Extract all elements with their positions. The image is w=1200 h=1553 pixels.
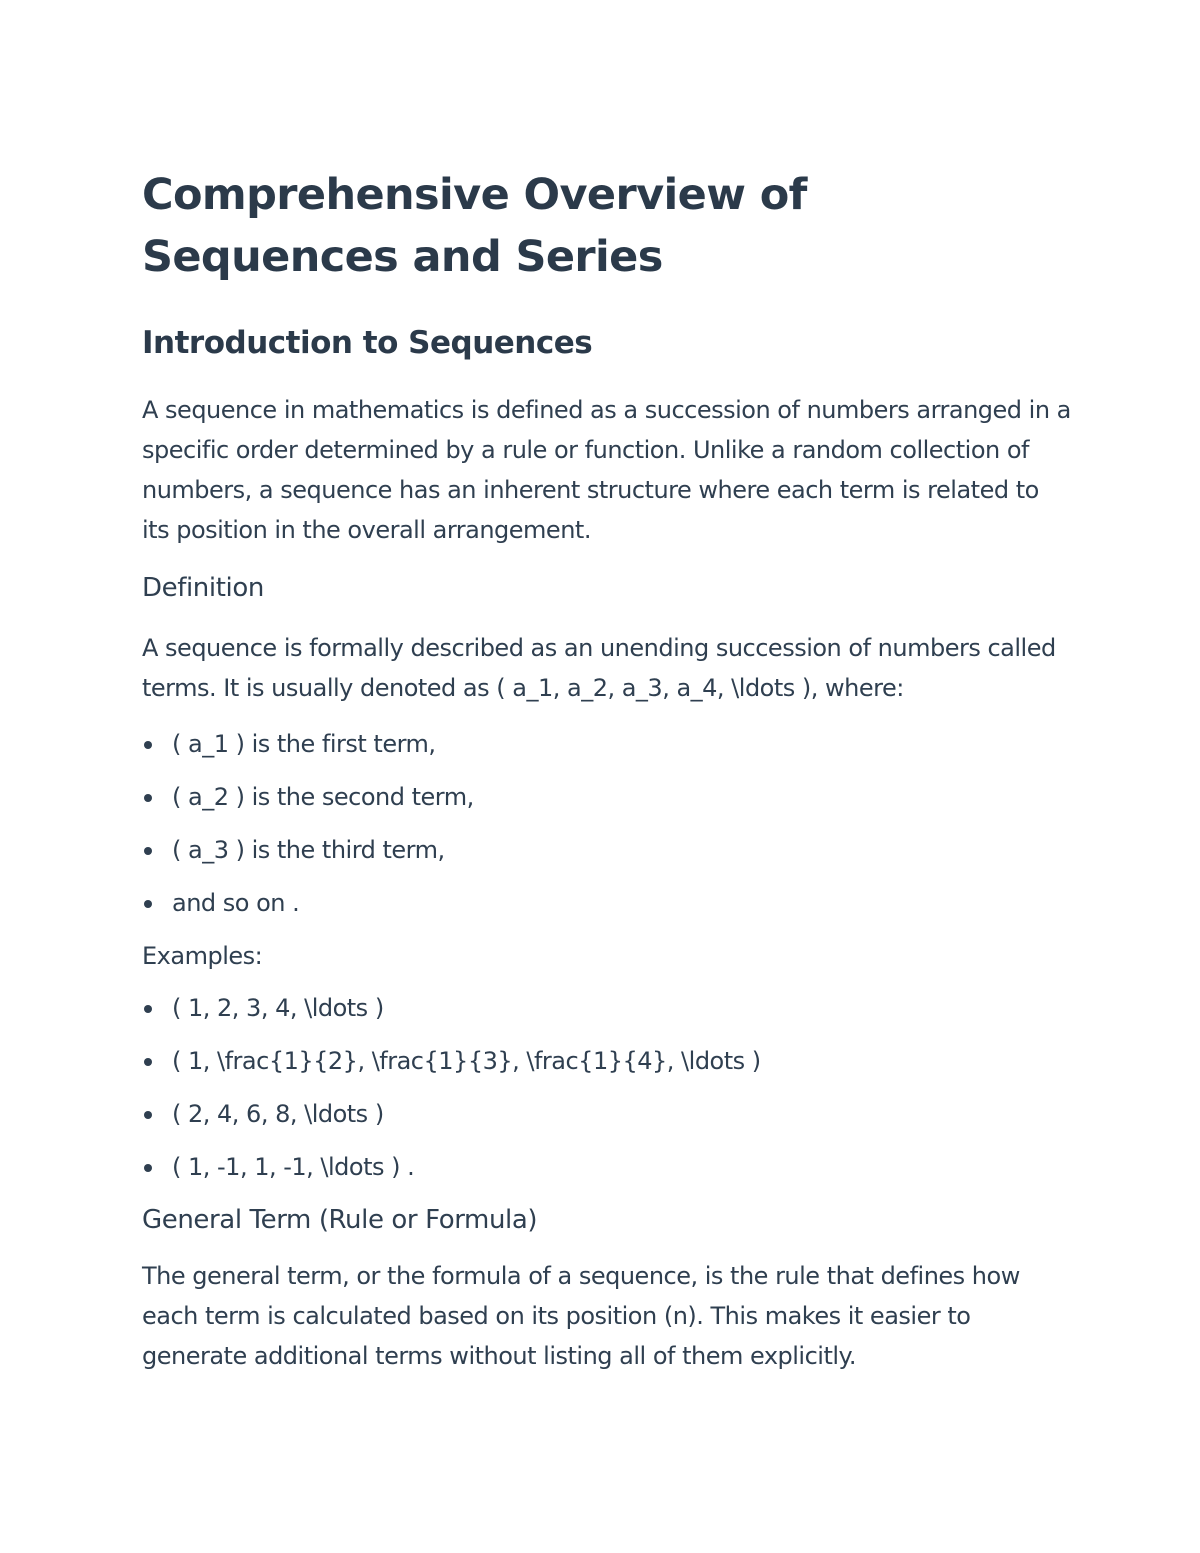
intro-heading: Introduction to Sequences bbox=[142, 325, 593, 361]
general-term-paragraph: The general term, or the formula of a sequence, is the rule that defines how each term is calculated based on its position (n). This makes it easier to generate additional terms without listing all of them explicitly. bbox=[142, 1262, 1020, 1370]
list-item: ( 1, \frac{1}{2}, \frac{1}{3}, \frac{1}{4}, \ldots ) bbox=[142, 1035, 1072, 1088]
list-item: ( a_1 ) is the first term, bbox=[142, 718, 1072, 771]
examples-label: Examples: bbox=[142, 942, 263, 970]
list-item: ( 2, 4, 6, 8, \ldots ) bbox=[142, 1088, 1072, 1141]
list-item: ( 1, -1, 1, -1, \ldots ) . bbox=[142, 1141, 1072, 1194]
intro-paragraph: A sequence in mathematics is defined as a succession of numbers arranged in a specific order determined by a rule or function. Unlike a random collection of numbers, a sequence has an inherent structure where each term is related to its position in the overall arrangement. bbox=[142, 396, 1071, 544]
general-term-heading: General Term (Rule or Formula) bbox=[142, 1205, 538, 1235]
list-item: ( a_3 ) is the third term, bbox=[142, 824, 1072, 877]
terms-list bbox=[142, 718, 1072, 930]
list-item: and so on . bbox=[142, 877, 1072, 930]
examples-list bbox=[142, 982, 1072, 1194]
document-page bbox=[142, 164, 1072, 1376]
definition-paragraph: A sequence is formally described as an unending succession of numbers called terms. It is usually denoted as ( a_1, a_2, a_3, a_4, \ldots ), where: bbox=[142, 634, 1056, 702]
list-item: ( 1, 2, 3, 4, \ldots ) bbox=[142, 982, 1072, 1035]
list-item: ( a_2 ) is the second term, bbox=[142, 771, 1072, 824]
document-title: Comprehensive Overview of Sequences and Series bbox=[142, 170, 807, 282]
definition-heading: Definition bbox=[142, 573, 264, 603]
